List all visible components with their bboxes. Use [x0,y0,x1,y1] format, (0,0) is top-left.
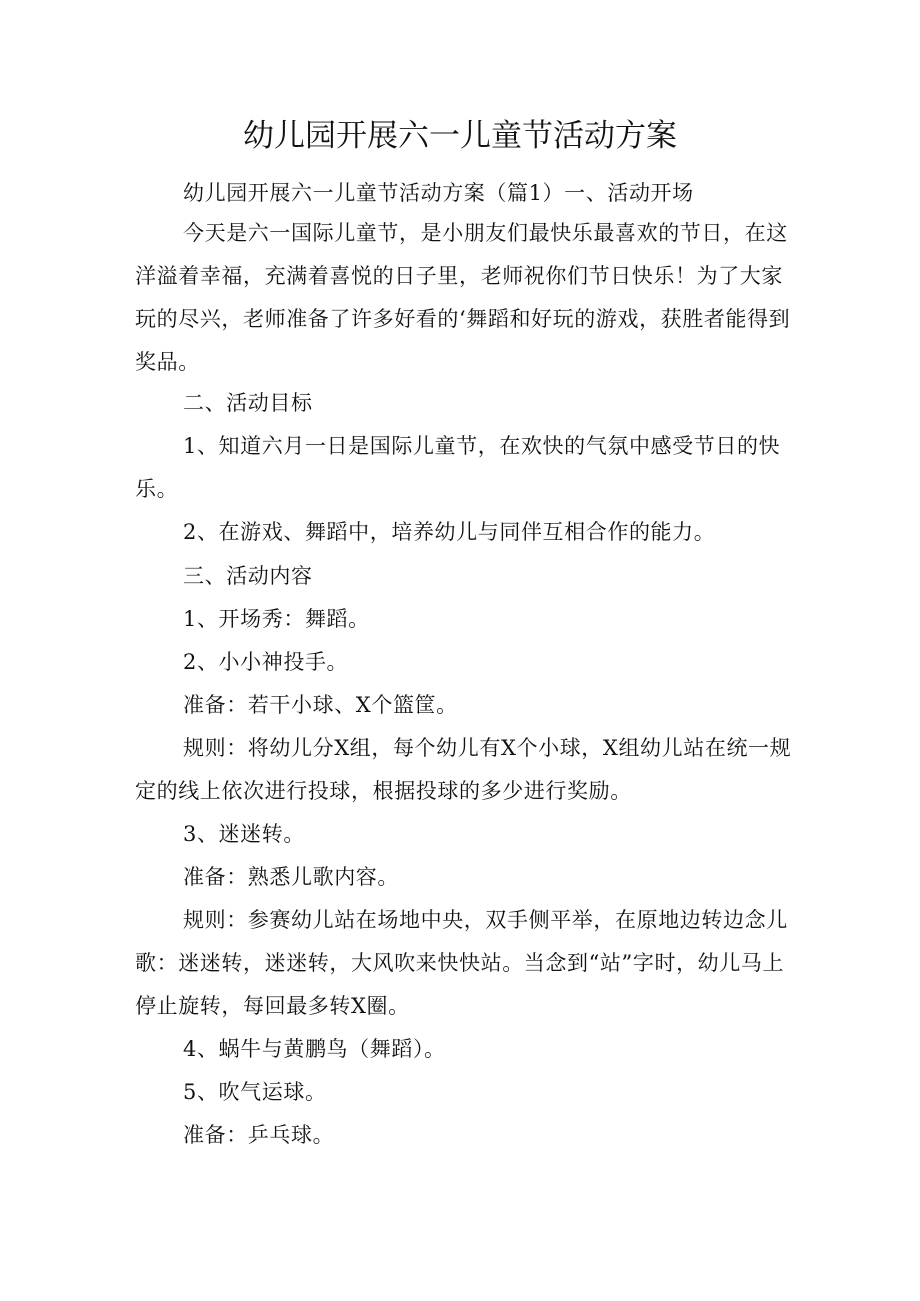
paragraph-item-1: 1、开场秀：舞蹈。 [183,607,370,631]
paragraph-item-3-prep: 准备：熟悉儿歌内容。 [183,865,399,889]
paragraph-item-2-rules: 规则：将幼儿分X组，每个幼儿有X个小球，X组幼儿站在统一规定的线上依次进行投球，根据投球的多少进行奖励。 [135,736,792,803]
paragraph-item-2: 2、小小神投手。 [183,650,349,674]
paragraph-intro: 今天是六一国际儿童节，是小朋友们最快乐最喜欢的节日，在这洋溢着幸福，充满着喜悦的日子里，老师祝你们节日快乐！为了大家玩的尽兴，老师准备了许多好看的‘舞蹈和好玩的游戏，获胜者能得到奖品。 [135,221,791,374]
paragraph-goals-heading: 二、活动目标 [183,391,313,415]
paragraph-item-3-rules: 规则：参赛幼儿站在场地中央，双手侧平举，在原地边转边念儿歌：迷迷转，迷迷转，大风吹来快快站。当念到“站”字时，幼儿马上停止旋转，每回最多转X圈。 [135,908,788,1018]
paragraph-item-2-prep: 准备：若干小球、X个篮筐。 [183,693,458,717]
paragraph-section-heading: 幼儿园开展六一儿童节活动方案（篇1）一、活动开场 [183,181,694,205]
paragraph-goal-2: 2、在游戏、舞蹈中，培养幼儿与同伴互相合作的能力。 [183,520,716,544]
paragraph-content-heading: 三、活动内容 [183,564,313,588]
paragraph-item-3: 3、迷迷转。 [183,822,305,846]
paragraph-item-4: 4、蜗牛与黄鹏鸟（舞蹈）。 [183,1037,446,1061]
paragraph-goal-1: 1、知道六月一日是国际儿童节，在欢快的气氛中感受节日的快乐。 [135,434,781,501]
paragraph-item-5-prep: 准备：乒乓球。 [183,1123,335,1147]
paragraph-item-5: 5、吹气运球。 [183,1080,327,1104]
document-title: 幼儿园开展六一儿童节活动方案 [243,118,677,154]
